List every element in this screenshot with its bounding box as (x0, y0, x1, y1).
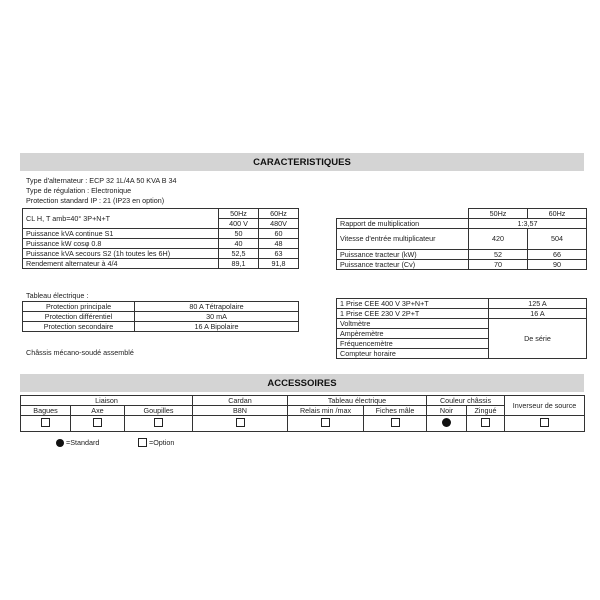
prise-label: 1 Prise CEE 230 V 2P+T (337, 309, 489, 319)
item-zingue: Zingué (467, 406, 505, 416)
mark-axe (71, 416, 125, 432)
table-row (337, 229, 587, 250)
table-row (337, 319, 587, 329)
table-row (337, 260, 587, 270)
mark-fiches (364, 416, 427, 432)
legend-standard-label: =Standard (66, 438, 100, 447)
spec-protection-ip: Protection standard IP : 21 (IP23 en option) (26, 196, 165, 205)
instrument-voltmetre: Voltmètre (337, 319, 489, 329)
table-row (337, 299, 587, 309)
accessoires-title: ACCESSOIRES (267, 377, 337, 389)
group-liaison: Liaison (21, 396, 193, 406)
table-row (337, 219, 587, 229)
mark-relais (288, 416, 364, 432)
instruments-value: De série (489, 319, 587, 359)
option-box-icon (93, 418, 102, 427)
accessories-table (20, 395, 585, 432)
instrument-frequencemetre: Fréquencemètre (337, 339, 489, 349)
row-value-50hz: 70 (469, 260, 528, 270)
table-row (23, 249, 299, 259)
row-value-50hz: 52 (469, 250, 528, 260)
caracteristiques-header (20, 153, 584, 171)
header-480v: 480V (259, 219, 299, 229)
legend-standard (56, 438, 99, 447)
row-label: Puissance tracteur (Cv) (337, 260, 469, 270)
mark-noir (427, 416, 467, 432)
row-value-50hz: 50 (219, 229, 259, 239)
legend-option-label: =Option (149, 438, 175, 447)
row-label: Puissance kVA continue S1 (23, 229, 219, 239)
option-box-icon (481, 418, 490, 427)
chassis-text: Châssis mécano-soudé assemblé (26, 348, 134, 357)
header-400v: 400 V (219, 219, 259, 229)
row-label: Vitesse d'entrée multiplicateur (337, 229, 469, 250)
group-inverseur: Inverseur de source (505, 396, 585, 416)
prise-value: 16 A (489, 309, 587, 319)
instrument-compteur: Compteur horaire (337, 349, 489, 359)
table-row (23, 229, 299, 239)
protection-label: Protection différentiel (23, 312, 135, 322)
tableau-label: Tableau électrique : (26, 291, 89, 300)
mark-b8n (193, 416, 288, 432)
mark-goupilles (125, 416, 193, 432)
row-label: Puissance kVA secours S2 (1h toutes les 6H) (23, 249, 219, 259)
option-box-icon (138, 438, 147, 447)
mark-zingue (467, 416, 505, 432)
header-60hz: 60Hz (259, 209, 299, 219)
row-value-50hz: 52,5 (219, 249, 259, 259)
accessoires-header (20, 374, 584, 392)
item-relais: Relais min /max (288, 406, 364, 416)
row-value-60hz: 60 (259, 229, 299, 239)
mark-inverseur (505, 416, 585, 432)
table-row (337, 309, 587, 319)
table-row (23, 302, 299, 312)
prise-value: 125 A (489, 299, 587, 309)
table-row (23, 239, 299, 249)
option-box-icon (540, 418, 549, 427)
item-b8n: B8N (193, 406, 288, 416)
option-box-icon (154, 418, 163, 427)
spec-alternateur: Type d'alternateur : ECP 32 1L/4A 50 KVA B 34 (26, 176, 177, 185)
protection-value: 30 mA (135, 312, 299, 322)
table-row (23, 322, 299, 332)
multiplier-table (336, 208, 587, 270)
row-value-60hz: 66 (528, 250, 587, 260)
protection-table (22, 301, 299, 332)
row-value-60hz: 63 (259, 249, 299, 259)
row-value-60hz: 90 (528, 260, 587, 270)
row-value-50hz: 40 (219, 239, 259, 249)
alternator-table (22, 208, 299, 269)
spec-regulation: Type de régulation : Electronique (26, 186, 132, 195)
item-noir: Noir (427, 406, 467, 416)
option-box-icon (321, 418, 330, 427)
protection-label: Protection secondaire (23, 322, 135, 332)
group-tableau: Tableau électrique (288, 396, 427, 406)
header-50hz: 50Hz (219, 209, 259, 219)
group-cardan: Cardan (193, 396, 288, 406)
item-bagues: Bagues (21, 406, 71, 416)
caracteristiques-title: CARACTERISTIQUES (253, 156, 351, 168)
standard-dot-icon (442, 418, 451, 427)
item-goupilles: Goupilles (125, 406, 193, 416)
protection-value: 16 A Bipolaire (135, 322, 299, 332)
header-50hz: 50Hz (469, 209, 528, 219)
table-row (337, 250, 587, 260)
group-couleur: Couleur châssis (427, 396, 505, 406)
protection-label: Protection principale (23, 302, 135, 312)
row-label: Puissance tracteur (kW) (337, 250, 469, 260)
table-header-label: CL H, T amb=40° 3P+N+T (23, 209, 219, 229)
option-box-icon (391, 418, 400, 427)
standard-dot-icon (56, 439, 64, 447)
row-value-60hz: 48 (259, 239, 299, 249)
row-value-50hz: 420 (469, 229, 528, 250)
ratio-label: Rapport de multiplication (337, 219, 469, 229)
header-60hz: 60Hz (528, 209, 587, 219)
row-label: Puissance kW cosφ 0.8 (23, 239, 219, 249)
prise-table (336, 298, 587, 359)
ratio-value: 1:3,57 (469, 219, 587, 229)
prise-label: 1 Prise CEE 400 V 3P+N+T (337, 299, 489, 309)
legend-option (138, 438, 174, 447)
item-fiches: Fiches mâle (364, 406, 427, 416)
mark-bagues (21, 416, 71, 432)
row-value-60hz: 504 (528, 229, 587, 250)
table-row (23, 259, 299, 269)
row-value-50hz: 89,1 (219, 259, 259, 269)
item-axe: Axe (71, 406, 125, 416)
instrument-amperemetre: Ampèremètre (337, 329, 489, 339)
row-value-60hz: 91,8 (259, 259, 299, 269)
option-box-icon (41, 418, 50, 427)
row-label: Rendement alternateur à 4/4 (23, 259, 219, 269)
table-row (23, 312, 299, 322)
option-box-icon (236, 418, 245, 427)
protection-value: 80 A Tétrapolaire (135, 302, 299, 312)
